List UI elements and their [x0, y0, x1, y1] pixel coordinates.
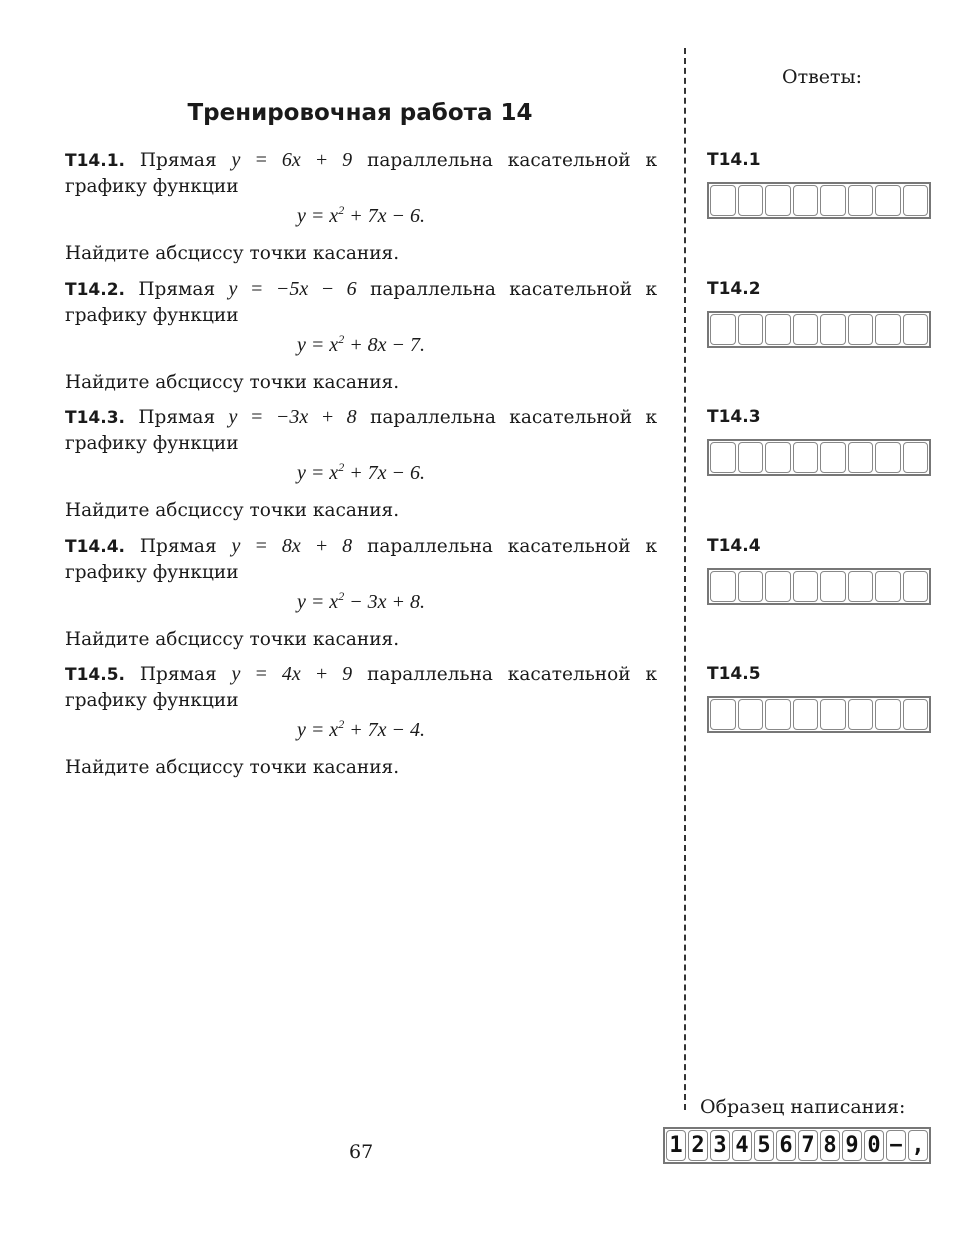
answer-cell[interactable]	[765, 185, 791, 216]
line-equation: y = 4x + 9	[231, 663, 353, 685]
function-formula: $y = x^2 + 8x - 7$.	[296, 332, 426, 356]
sample-char: 8	[820, 1130, 840, 1161]
answer-cell[interactable]	[903, 185, 929, 216]
answer-cell[interactable]	[848, 571, 874, 602]
writing-sample	[663, 1127, 931, 1164]
answer-cell[interactable]	[820, 699, 846, 730]
problem-suffix: параллельна касательной к графику функции	[65, 664, 658, 711]
sample-char: −	[886, 1130, 906, 1161]
function-formula: $y = x^2 + 7x - 6$.	[296, 460, 426, 484]
problem-id: T14.3.	[65, 408, 125, 428]
answer-cell[interactable]	[793, 699, 819, 730]
answer-cell[interactable]	[903, 699, 929, 730]
answers-header: Ответы:	[782, 66, 863, 88]
dashed-divider	[684, 48, 686, 1110]
problem-t14-2	[65, 277, 657, 395]
problem-prefix: Прямая	[139, 150, 217, 171]
problem-question: Найдите абсциссу точки касания.	[65, 500, 400, 521]
problem-question: Найдите абсциссу точки касания.	[65, 243, 400, 264]
function-formula: $y = x^2 + 7x - 6$.	[296, 203, 426, 227]
line-equation: y = −3x + 8	[228, 406, 357, 428]
problem-statement	[65, 277, 657, 328]
sample-char: 3	[710, 1130, 730, 1161]
answer-cell[interactable]	[820, 314, 846, 345]
problem-question: Найдите абсциссу точки касания.	[65, 372, 400, 393]
answer-cell[interactable]	[765, 442, 791, 473]
answer-label-t14-4: T14.4	[707, 536, 761, 556]
problem-t14-1	[65, 148, 657, 266]
problem-prefix: Прямая	[138, 279, 216, 300]
sample-char: 9	[842, 1130, 862, 1161]
problem-question: Найдите абсциссу точки касания.	[65, 629, 400, 650]
answer-cell[interactable]	[765, 699, 791, 730]
answer-cell[interactable]	[848, 185, 874, 216]
answer-box-t14-4[interactable]	[707, 568, 931, 605]
answer-cell[interactable]	[820, 442, 846, 473]
answer-cell[interactable]	[765, 571, 791, 602]
answer-label-t14-5: T14.5	[707, 664, 761, 684]
answer-cell[interactable]	[793, 442, 819, 473]
answer-box-t14-3[interactable]	[707, 439, 931, 476]
answer-cell[interactable]	[848, 442, 874, 473]
answer-cell[interactable]	[903, 442, 929, 473]
answer-cell[interactable]	[875, 442, 901, 473]
answer-label-t14-2: T14.2	[707, 279, 761, 299]
answer-cell[interactable]	[903, 571, 929, 602]
line-equation: y = −5x − 6	[228, 278, 357, 300]
sample-label: Образец написания:	[700, 1096, 906, 1118]
answer-cell[interactable]	[793, 185, 819, 216]
problem-suffix: параллельна касательной к графику функции	[65, 536, 658, 583]
answer-cell[interactable]	[848, 699, 874, 730]
answer-cell[interactable]	[793, 314, 819, 345]
sample-char: ,	[908, 1130, 928, 1161]
problem-prefix: Прямая	[138, 407, 216, 428]
problem-id: T14.2.	[65, 280, 125, 300]
answer-cell[interactable]	[710, 442, 736, 473]
sample-char: 4	[732, 1130, 752, 1161]
sample-char: 1	[666, 1130, 686, 1161]
answer-cell[interactable]	[820, 571, 846, 602]
sample-char: 7	[798, 1130, 818, 1161]
answer-cell[interactable]	[903, 314, 929, 345]
problem-statement	[65, 534, 657, 585]
problem-statement	[65, 148, 657, 199]
problem-suffix: параллельна касательной к графику функции	[65, 279, 658, 326]
problem-id: T14.5.	[65, 665, 125, 685]
sample-char: 5	[754, 1130, 774, 1161]
answer-cell[interactable]	[765, 314, 791, 345]
line-equation: y = 6x + 9	[231, 149, 353, 171]
answer-cell[interactable]	[710, 699, 736, 730]
sample-char: 6	[776, 1130, 796, 1161]
page-title: Тренировочная работа 14	[187, 100, 533, 126]
answer-box-t14-5[interactable]	[707, 696, 931, 733]
problem-suffix: параллельна касательной к графику функции	[65, 150, 658, 197]
answer-label-t14-1: T14.1	[707, 150, 761, 170]
problem-prefix: Прямая	[139, 664, 217, 685]
problem-id: T14.1.	[65, 151, 125, 171]
answer-cell[interactable]	[710, 314, 736, 345]
page-number: 67	[349, 1141, 374, 1163]
answer-cell[interactable]	[875, 699, 901, 730]
answer-cell[interactable]	[820, 185, 846, 216]
answer-cell[interactable]	[875, 571, 901, 602]
answer-label-t14-3: T14.3	[707, 407, 761, 427]
answer-cell[interactable]	[738, 571, 764, 602]
answer-box-t14-1[interactable]	[707, 182, 931, 219]
problem-prefix: Прямая	[139, 536, 217, 557]
answer-box-t14-2[interactable]	[707, 311, 931, 348]
problem-t14-4	[65, 534, 657, 652]
problem-t14-5	[65, 662, 657, 780]
problem-t14-3	[65, 405, 657, 523]
problem-suffix: параллельна касательной к графику функции	[65, 407, 658, 454]
problem-question: Найдите абсциссу точки касания.	[65, 757, 400, 778]
function-formula: $y = x^2 + 7x - 4$.	[296, 717, 426, 741]
problem-id: T14.4.	[65, 537, 125, 557]
sample-char: 0	[864, 1130, 884, 1161]
answer-cell[interactable]	[793, 571, 819, 602]
answer-cell[interactable]	[738, 699, 764, 730]
answer-cell[interactable]	[875, 185, 901, 216]
problem-statement	[65, 405, 657, 456]
function-formula: $y = x^2 - 3x + 8$.	[296, 589, 426, 613]
answer-cell[interactable]	[710, 185, 736, 216]
answer-cell[interactable]	[738, 442, 764, 473]
problem-statement	[65, 662, 657, 713]
sample-char: 2	[688, 1130, 708, 1161]
answer-cell[interactable]	[738, 185, 764, 216]
answer-cell[interactable]	[710, 571, 736, 602]
line-equation: y = 8x + 8	[231, 535, 353, 557]
answer-cell[interactable]	[738, 314, 764, 345]
answer-cell[interactable]	[848, 314, 874, 345]
answer-cell[interactable]	[875, 314, 901, 345]
